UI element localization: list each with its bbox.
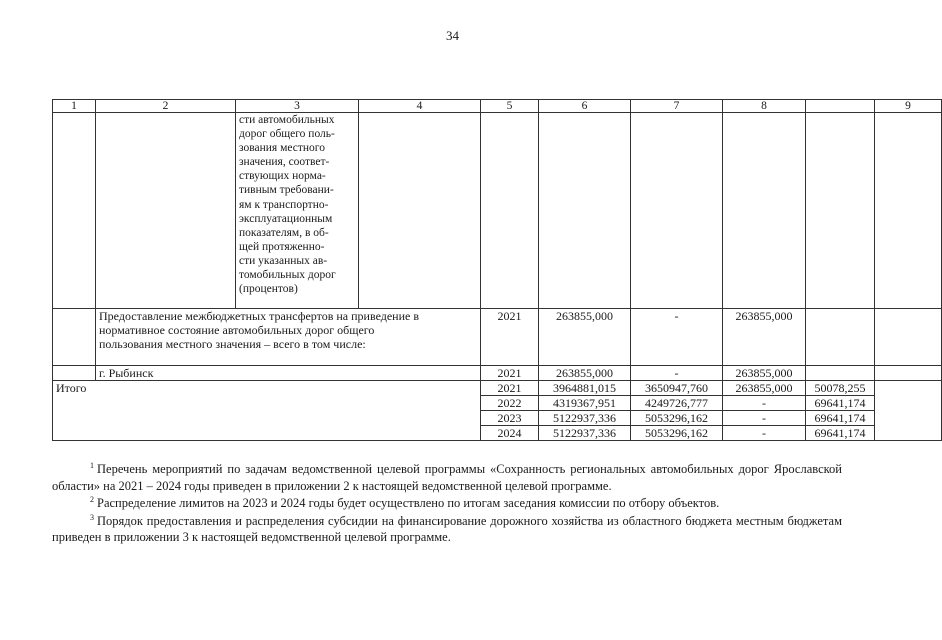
col-header-5: 5 [481,100,539,113]
indicator-line: значения, соответ- [239,156,330,169]
totals-total: 3964881,015 [539,381,631,396]
cell-empty [359,113,481,309]
cell-empty [806,309,875,366]
col-header-4: 4 [359,100,481,113]
totals-other: 50078,255 [806,381,875,396]
footnote [52,461,842,494]
footnote-mark: 2 [90,495,94,504]
totals-other: 69641,174 [806,411,875,426]
col-header-1: 1 [53,100,96,113]
indicator-line: щей протяженно- [239,240,325,253]
indicator-line: сти указанных ав- [239,254,328,267]
indicator-line: сти автомобильных [239,114,335,126]
indicator-line: тивным требовани- [239,184,334,197]
col-header-7: 7 [631,100,723,113]
totals-total: 5122937,336 [539,426,631,441]
sub-year: 2021 [481,366,539,381]
indicator-line: ствующих норма- [239,170,326,183]
column-numbers-row [53,100,942,113]
totals-federal: - [723,396,806,411]
activity-federal: 263855,000 [723,309,806,366]
cell-empty [806,366,875,381]
footnote-mark: 3 [90,512,94,522]
page-number: 34 [446,28,459,43]
program-table [52,99,942,441]
totals-total: 4319367,951 [539,396,631,411]
indicator-line: томобильных дорог [239,269,336,282]
totals-regional: 3650947,760 [631,381,723,396]
col-header-blank [806,100,875,113]
activity-regional: - [631,309,723,366]
cell-empty [539,113,631,309]
footnote-text: Перечень мероприятий по задачам ведомственной целевой программы «Сохранность региональных автомобильных дорог Ярославской области» на 2021 – 2024 годы приведен в приложении 2 к настоящей ведомственной целевой программе. [52,462,842,493]
col-header-2: 2 [96,100,236,113]
totals-year: 2024 [481,426,539,441]
cell-empty [96,113,236,309]
indicator-row [53,113,942,309]
totals-regional: 5053296,162 [631,426,723,441]
cell-empty [631,113,723,309]
cell-empty [875,366,942,381]
activity-sub-row [53,366,942,381]
totals-regional: 5053296,162 [631,411,723,426]
totals-other: 69641,174 [806,426,875,441]
cell-empty [806,113,875,309]
totals-federal: - [723,426,806,441]
cell-empty [53,113,96,309]
footnote-text: Порядок предоставления и распределения субсидии на финансирование дорожного хозяйства из областного бюджета местным бюджетам приведен в приложении 3 к настоящей ведомственной целевой программе. [52,513,842,544]
sub-total: 263855,000 [539,366,631,381]
footnote-mark: 1 [90,461,94,470]
cell-empty [875,381,942,441]
totals-other: 69641,174 [806,396,875,411]
sub-federal: 263855,000 [723,366,806,381]
totals-label: Итого [53,381,481,441]
cell-empty [875,113,942,309]
sub-regional: - [631,366,723,381]
cell-empty [875,309,942,366]
indicator-line: зования местного [239,142,325,155]
col-header-8: 8 [723,100,806,113]
totals-total: 5122937,336 [539,411,631,426]
cell-empty [53,309,96,366]
col-header-6: 6 [539,100,631,113]
totals-year: 2023 [481,411,539,426]
totals-row [53,381,942,396]
totals-year: 2022 [481,396,539,411]
cell-empty [481,113,539,309]
indicator-line: показателям, в об- [239,226,329,239]
sub-municipality-name: г. Рыбинск [96,366,481,381]
col-header-3: 3 [236,100,359,113]
indicator-line: (процентов) [239,283,298,296]
cell-empty [53,366,96,381]
activity-description: Предоставление межбюджетных трансфертов на приведение в нормативное состояние автомобильных дорог общего пользования местного значения – всего в том числе: [96,309,481,366]
indicator-line: эксплуатационным [239,212,333,225]
footnotes [52,461,842,547]
totals-federal: 263855,000 [723,381,806,396]
indicator-line: ям к транспортно- [239,198,329,211]
totals-year: 2021 [481,381,539,396]
totals-regional: 4249726,777 [631,396,723,411]
footnote [52,495,842,512]
activity-row [53,309,942,366]
totals-federal: - [723,411,806,426]
cell-empty [723,113,806,309]
activity-year: 2021 [481,309,539,366]
indicator-description [236,113,359,309]
indicator-line: дорог общего поль- [239,128,335,141]
col-header-9: 9 [875,100,942,113]
footnote [52,513,842,546]
footnote-text: Распределение лимитов на 2023 и 2024 годы будет осуществлено по итогам заседания комиссии по отбору объектов. [97,496,720,510]
activity-total: 263855,000 [539,309,631,366]
